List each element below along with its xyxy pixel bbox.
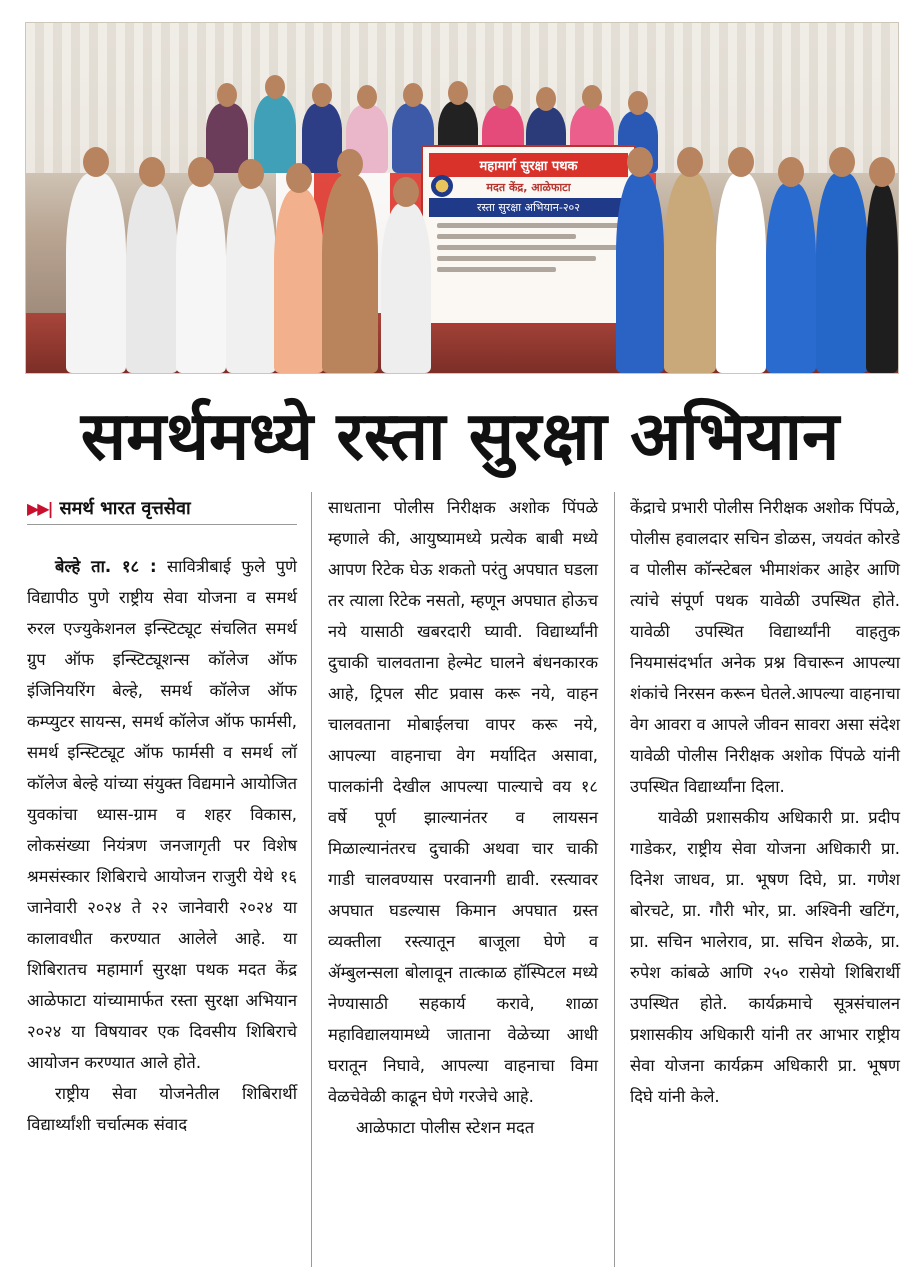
byline-arrows-icon: ▶▶| (27, 498, 52, 518)
article-column-2 (328, 492, 598, 1143)
byline-agency: समर्थ भारत वृत्तसेवा (59, 497, 191, 519)
photo-person (322, 175, 378, 373)
article-paragraph: आळेफाटा पोलीस स्टेशन मदत (356, 1118, 535, 1137)
headline: समर्थमध्ये रस्ता सुरक्षा अभियान (80, 397, 840, 475)
paragraph-text: सावित्रीबाई फुले पुणे विद्यापीठ पुणे राष्ट्रीय सेवा योजना व समर्थ रुरल एज्युकेशनल इन्स्टिट्यूट संचलित समर्थ ग्रुप ऑफ इन्स्टिट्यूशन्स कॉलेज ऑफ इंजिनियरिंग बेल्हे, समर्थ कॉलेज ऑफ कम्प्युटर सायन्स, समर्थ कॉलेज ऑफ फार्मसी, समर्थ इन्स्टिट्यूट ऑफ फार्मसी व समर्थ लॉ कॉलेज बेल्हे यांच्या संयुक्त विद्यमाने आयोजित युवकांचा ध्यास-ग्राम व शहर विकास, लोकसंख्या नियंत्रण जनजागृती पर विशेष श्रमसंस्कार शिबिराचे आयोजन राजुरी येथे १६ जानेवारी २०२४ ते २२ जानेवारी २०२४ या कालावधीत करण्यात आलेले आहे. या शिबिरातच महामार्ग सुरक्षा पथक मदत केंद्र आळेफाटा यांच्यामार्फत रस्ता सुरक्षा अभियान २०२४ या विषयावर एक दिवसीय शिबिराचे आयोजन करण्यात आले होते. (27, 557, 297, 1072)
banner-title: महामार्ग सुरक्षा पथक (429, 153, 628, 177)
photo-person (716, 173, 766, 373)
article-column-3 (630, 492, 900, 1112)
column-divider (311, 492, 312, 1267)
article-paragraph (27, 551, 297, 1078)
column-divider (614, 492, 615, 1267)
photo-person (176, 183, 226, 373)
article-paragraph: साधताना पोलीस निरीक्षक अशोक पिंपळे म्हणाले की, आयुष्यामध्ये प्रत्येक बाबी मध्ये आपण रिटेक घेऊ शकतो परंतु अपघात घडला तर त्याला रिटेक नसतो, म्हणून अपघात होऊच नये यासाठी खबरदारी घ्यावी. विद्यार्थ्यांनी दुचाकी चालवताना हेल्मेट घालने बंधनकारक आहे, ट्रिपल सीट प्रवास करू नये, वाहन चालवताना मोबाईलचा वापर करू नये, आपल्या वाहनाचा वेग मर्यादित असावा, पालकांनी देखील आपल्या पाल्याचे वय १८ वर्षे पूर्ण झाल्यानंतर व लायसन मिळाल्यानंतरच दुचाकी अथवा चार चाकी गाडी चालवण्यास परवानगी द्यावी. रस्त्यावर अपघात घडल्यास किमान अपघात ग्रस्त व्यक्तीला रस्त्यातून बाजूला घेणे व ॲम्बुलन्सला बोलावून तात्काळ हॉस्पिटल मध्ये नेण्यासाठी सहकार्य करावे, शाळा महाविद्यालयामध्ये जाताना वेळेच्या आधी घरातून निघावे, आपल्या वाहनाचा विमा वेळचेवेळी काढून घेणे गरजेचे आहे. (328, 498, 598, 1106)
photo-person (226, 185, 276, 373)
photo-person (664, 173, 716, 373)
photo-person (866, 183, 898, 373)
photo-person (381, 203, 431, 373)
article-column-1 (27, 492, 297, 1140)
photo-person (126, 183, 178, 373)
photo-person (254, 95, 296, 173)
article-paragraph: केंद्राचे प्रभारी पोलीस निरीक्षक अशोक पिंपळे, पोलीस हवालदार सचिन डोळस, जयवंत कोरडे व पोलीस कॉन्स्टेबल भीमाशंकर आहेर आणि त्यांचे संपूर्ण पथक यावेळी उपस्थित होते. यावेळी उपस्थित विद्यार्थ्यांनी वाहतुक नियमासंदर्भात अनेक प्रश्न विचारून आपल्या शंकांचे निरसन करून घेतले.आपल्या वाहनाचा वेग आवरा व आपले जीवन सावरा असा संदेश यावेळी पोलीस निरीक्षक अशोक पिंपळे यांनी उपस्थित विद्यार्थ्यांना दिला. (630, 498, 900, 796)
dateline: बेल्हे ता. १८ : (55, 557, 157, 576)
photo-person (616, 173, 664, 373)
byline (27, 492, 297, 525)
police-emblem-icon (431, 175, 453, 197)
photo-banner (421, 145, 636, 325)
article-paragraph: यावेळी प्रशासकीय अधिकारी प्रा. प्रदीप गाडेकर, राष्ट्रीय सेवा योजना अधिकारी प्रा. दिनेश जाधव, प्रा. भूषण दिघे, प्रा. गणेश बोरचटे, प्रा. गौरी भोर, प्रा. अश्विनी खटिंग, प्रा. सचिन भालेराव, प्रा. सचिन शेळके, प्रा. रुपेश कांबळे आणि २५० रासेयो शिबिरार्थी उपस्थित होते. कार्यक्रमाचे सूत्रसंचालन प्रशासकीय अधिकारी यांनी तर आभार राष्ट्रीय सेवा योजना कार्यक्रम अधिकारी प्रा. भूषण दिघे यांनी केले. (630, 808, 900, 1106)
photo-person (274, 189, 324, 373)
article-paragraph: राष्ट्रीय सेवा योजनेतील शिबिरार्थी विद्यार्थ्यांशी चर्चात्मक संवाद (27, 1084, 297, 1134)
banner-text-lines (429, 223, 628, 272)
banner-subtitle: मदत केंद्र, आळेफाटा (486, 181, 571, 194)
photo-person (66, 173, 126, 373)
photo-person (766, 183, 816, 373)
photo-person (302, 103, 342, 173)
banner-campaign: रस्ता सुरक्षा अभियान-२०२ (429, 198, 628, 217)
photo-person (816, 173, 868, 373)
news-photo (25, 22, 899, 374)
